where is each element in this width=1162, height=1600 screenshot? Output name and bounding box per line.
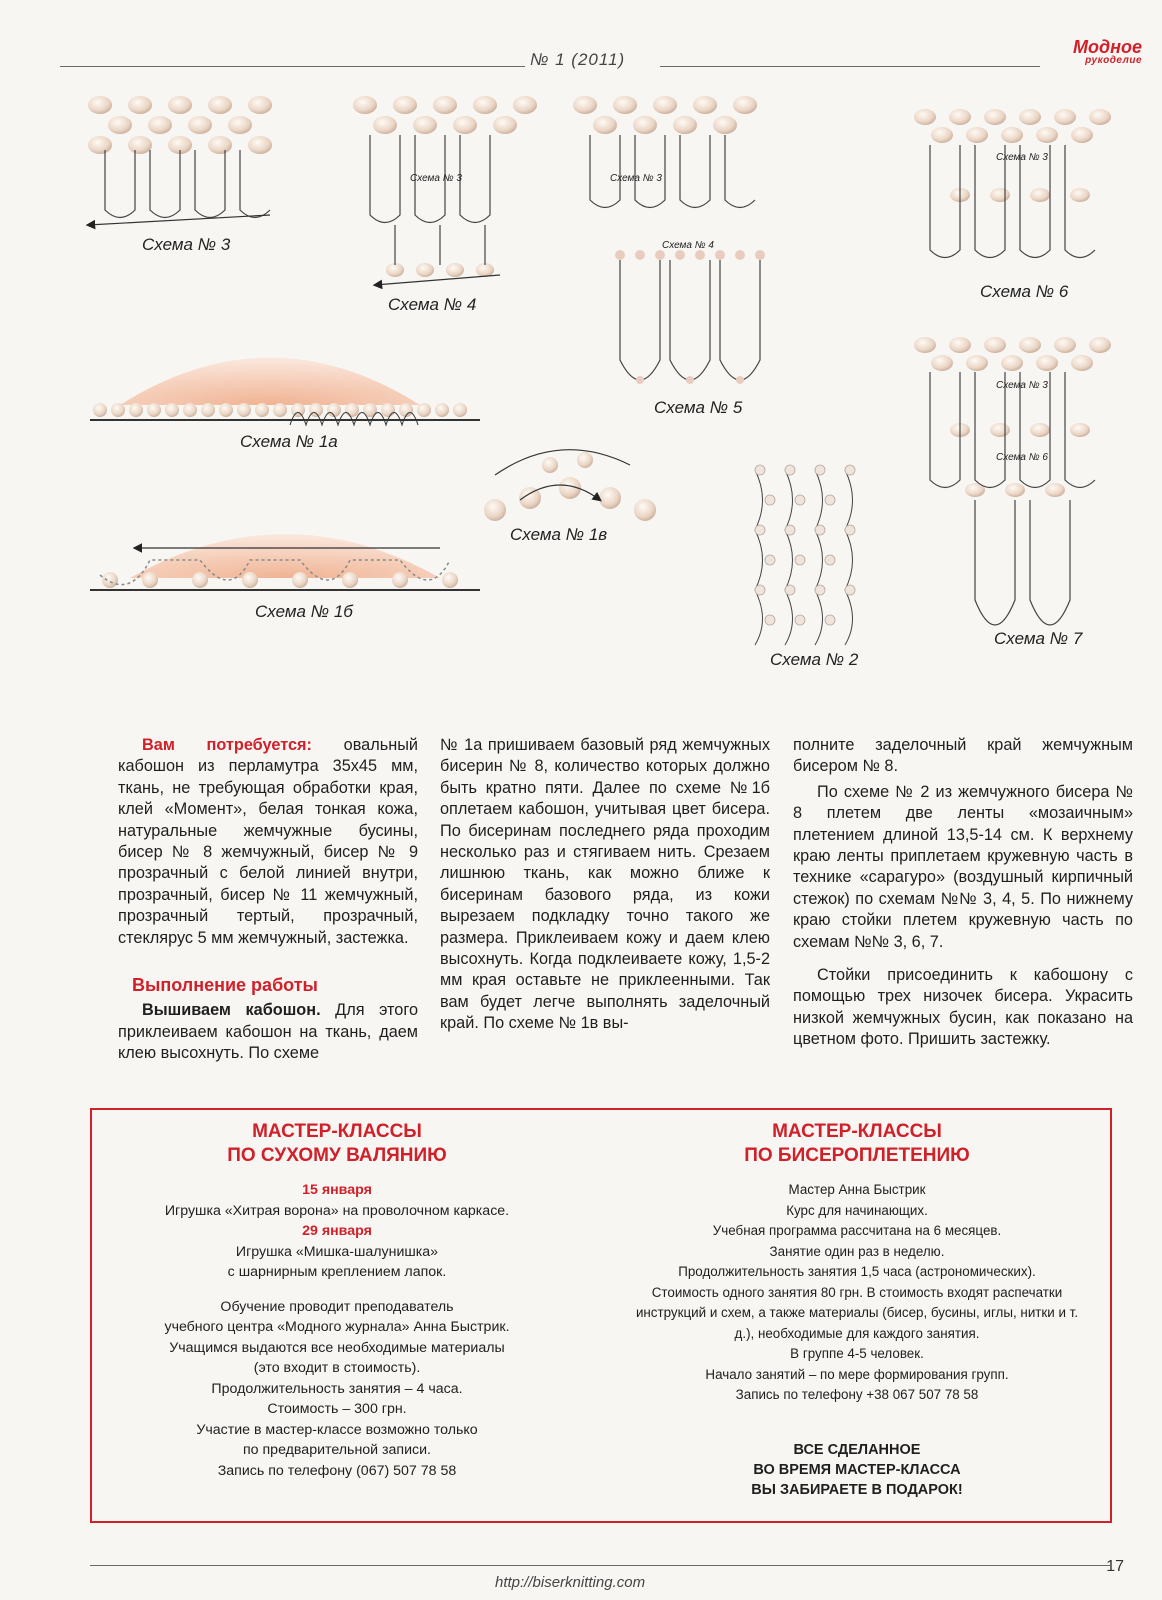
page-number: 17: [1106, 1558, 1124, 1575]
materials-text: овальный кабошон из перламутра 35х45 мм, ткань, не требующая обработки края, клей «Момент», белая тонкая кожа, натуральные жемчужные бусины, бисер № 8 жемчужный, бисер № 9 прозрачный с белой линией внутри, прозрачный, бисер № 11 жемчужный, прозрачный тертый, прозрачный, стеклярус 5 мм жемчужный, застежка.: [118, 736, 418, 947]
beading-title-line-2: ПО БИСЕРОПЛЕТЕНИЮ: [744, 1145, 970, 1166]
felting-item-1: Игрушка «Хитрая ворона» на проволочном каркасе.: [164, 1202, 510, 1219]
header-rule-right: [660, 66, 1040, 67]
logo-line-2: рукоделие: [1085, 55, 1142, 66]
beading-line-8: Начало занятий – по мере формирования групп.: [705, 1366, 1009, 1382]
scheme-7-inner-label-6: Схема № 6: [996, 452, 1048, 463]
logo-line-1: Модное: [1073, 37, 1142, 57]
scheme-7-diagram: [914, 337, 1111, 648]
felting-phone: Запись по телефону (067) 507 78 58: [217, 1462, 457, 1479]
column-3-paragraph-2: По схеме № 2 из жемчужного бисера № 8 плетем две ленты «мозаичным» плетением длиной 13,5-14 см. К верхнему краю ленты приплетаем кружевную часть в технике «сарагуро» (воздушный кирпичный стежок) по схемам №№ 3, 4, 5. По нижнему краю стойки плетем кружевную часть по схемам №№ 3, 6, 7.: [793, 782, 1133, 951]
beading-line-4: Занятие один раз в неделю.: [769, 1243, 945, 1259]
beading-line-3: Учебная программа рассчитана на 6 месяцев.: [712, 1223, 1002, 1238]
scheme-1b-label: Схема № 1б: [255, 602, 353, 621]
beading-line-7: В группе 4-5 человек.: [790, 1346, 924, 1361]
felting-line-1: Обучение проводит преподаватель: [220, 1298, 454, 1315]
scheme-1a-diagram: [90, 358, 480, 452]
column-3-paragraph-1: полните заделочный край жемчужным бисером № 8.: [793, 736, 1133, 776]
felting-title-line-2: ПО СУХОМУ ВАЛЯНИЮ: [227, 1145, 447, 1166]
beading-class-info: [612, 1120, 1102, 1500]
scheme-5-inner-label-4: Схема № 4: [662, 240, 714, 251]
felting-title: [102, 1120, 572, 1168]
work-heading: Выполнение работы: [132, 975, 318, 996]
felting-line-7: Участие в мастер-классе возможно только: [196, 1421, 478, 1438]
felting-title-line-1: МАСТЕР-КЛАССЫ: [252, 1121, 422, 1142]
scheme-6-diagram: [914, 109, 1111, 301]
gift-note-line-3: ВЫ ЗАБИРАЕТЕ В ПОДАРОК!: [751, 1481, 963, 1498]
scheme-1v-label: Схема № 1в: [510, 525, 608, 544]
beading-line-5: Продолжительность занятия 1,5 часа (астрономических).: [678, 1264, 1036, 1279]
beading-line-2: Курс для начинающих.: [786, 1202, 928, 1218]
master-class-ad: [90, 1108, 1112, 1523]
scheme-5-inner-label-3: Схема № 3: [610, 173, 662, 184]
article-column-3: [793, 735, 1133, 1051]
beading-diagrams: [0, 80, 1162, 680]
scheme-3-label: Схема № 3: [142, 235, 231, 254]
felting-line-3: Учащимся выдаются все необходимые материалы: [169, 1339, 505, 1356]
gift-note: [612, 1440, 1102, 1500]
scheme-6-inner-label: Схема № 3: [996, 152, 1048, 163]
scheme-5-label: Схема № 5: [654, 398, 743, 417]
step-1-text: Для этого приклеиваем кабошон на ткань, даем клею высохнуть. По схеме: [118, 1001, 419, 1063]
scheme-7-label: Схема № 7: [994, 629, 1083, 648]
footer-url[interactable]: http://biserknitting.com: [495, 1574, 646, 1591]
felting-line-8: по предварительной записи.: [242, 1442, 431, 1458]
beading-title: [612, 1120, 1102, 1168]
beading-phone: Запись по телефону +38 067 507 78 58: [735, 1387, 979, 1402]
felting-line-5: Продолжительность занятия – 4 часа.: [211, 1380, 463, 1397]
felting-class-info: [102, 1120, 572, 1481]
article-column-1: [118, 735, 418, 1065]
felting-line-2: учебного центра «Модного журнала» Анна Быстрик.: [164, 1319, 510, 1335]
felting-item-2b: с шарнирным креплением лапок.: [227, 1264, 447, 1280]
step-1-label: Вышиваем кабошон.: [142, 1001, 321, 1020]
beading-line-1: Мастер Анна Быстрик: [788, 1182, 926, 1197]
scheme-6-label: Схема № 6: [980, 282, 1069, 301]
scheme-4-inner-label: Схема № 3: [410, 173, 462, 184]
scheme-7-inner-label-3: Схема № 3: [996, 380, 1048, 391]
magazine-logo: [1073, 38, 1142, 66]
beading-title-line-1: МАСТЕР-КЛАССЫ: [772, 1121, 942, 1142]
gift-note-line-2: ВО ВРЕМЯ МАСТЕР-КЛАССА: [753, 1461, 961, 1478]
felting-date-1: 15 января: [302, 1182, 372, 1198]
scheme-2-label: Схема № 2: [770, 650, 859, 669]
scheme-1v-diagram: [484, 450, 656, 544]
gift-note-line-1: ВСЕ СДЕЛАННОЕ: [793, 1441, 921, 1458]
felting-line-4: (это входит в стоимость).: [253, 1360, 421, 1376]
beading-line-6: Стоимость одного занятия 80 грн. В стоимость входят распечатки инструкций и схем, а также материалы (бисер, бусины, иглы, нитки и т. д.), необходимые для каждого занятия.: [635, 1284, 1079, 1341]
header-rule-left: [60, 66, 525, 67]
scheme-1b-diagram: [90, 534, 480, 621]
materials-label: Вам потребуется:: [142, 736, 312, 754]
scheme-3-diagram: [88, 96, 272, 254]
column-3-paragraph-3: Стойки присоединить к кабошону с помощью трех низочек бисера. Украсить низкой жемчужных бусин, как показано на цветном фото. Пришить застежку.: [793, 966, 1133, 1049]
column-2-text: № 1а пришиваем базовый ряд жемчужных бисерин № 8, количество которых должно быть кратно пяти. Далее по схеме №1б оплетаем кабошон, учитывая цвет бисера. По бисеринам последнего ряда проходим несколько раз и стягиваем нить. Срезаем лишнюю ткань, как можно ближе к бисеринам базового ряда, из кожи вырезаем подкладку точно такого же размера. Приклеиваем кожу и даем клею высохнуть. Когда подклеиваете кожу, 1,5-2 мм края оставьте не приклеенными. Так вам будет легче выполнять заделочный край. По схеме № 1в вы-: [440, 736, 770, 1033]
article-column-2: [440, 735, 770, 1035]
scheme-4-label: Схема № 4: [388, 295, 477, 314]
felting-line-6: Стоимость – 300 грн.: [267, 1401, 407, 1417]
scheme-4-diagram: [353, 96, 537, 314]
felting-date-2: 29 января: [302, 1223, 372, 1239]
scheme-5-diagram: [573, 96, 765, 417]
scheme-2-diagram: [755, 465, 859, 669]
issue-number: № 1 (2011): [530, 50, 626, 69]
scheme-1a-label: Схема № 1а: [240, 432, 338, 451]
footer-rule: [90, 1565, 1110, 1566]
felting-item-2a: Игрушка «Мишка-шалунишка»: [235, 1243, 439, 1260]
